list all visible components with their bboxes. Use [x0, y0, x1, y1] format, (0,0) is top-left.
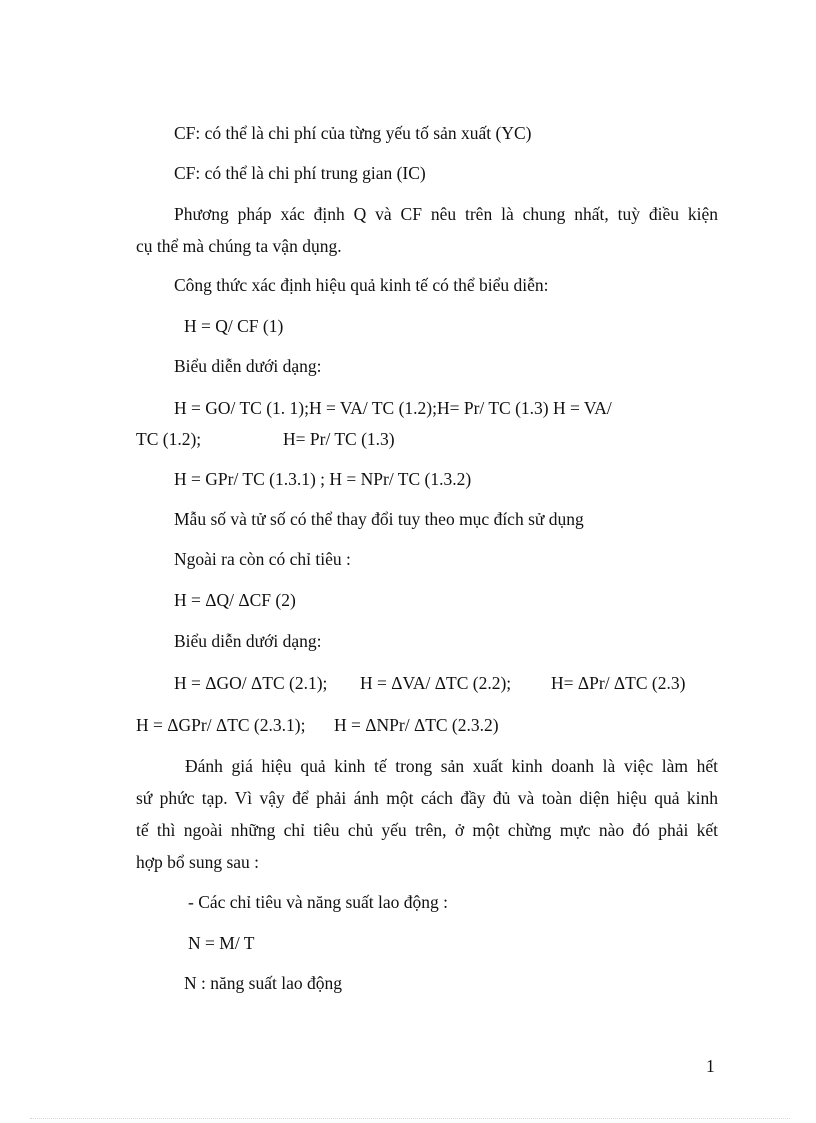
line-n-definition: N : năng suất lao động — [184, 973, 342, 993]
formula-1-variants-c: H= Pr/ TC (1.3) — [283, 429, 395, 449]
line-denominator: Mẫu số và tử số có thể thay đổi tuy theo mục đích sử dụng — [174, 509, 584, 529]
formula-2-2: H = ΔVA/ ΔTC (2.2); — [360, 673, 512, 693]
formula-1-3-variants: H = GPr/ TC (1.3.1) ; H = NPr/ TC (1.3.2) — [174, 469, 472, 489]
formula-2-3-1: H = ΔGPr/ ΔTC (2.3.1); — [136, 715, 306, 735]
formula-1: H = Q/ CF (1) — [184, 316, 284, 336]
formula-2-3: H= ΔPr/ ΔTC (2.3) — [551, 673, 686, 693]
line-method-1: Phương pháp xác định Q và CF nêu trên là chung nhất, tuỳ điều kiện — [174, 204, 718, 224]
line-method-2: cụ thể mà chúng ta vận dụng. — [136, 236, 342, 256]
para-evaluation-2: sứ phức tạp. Vì vậy để phải ánh một cách đầy đủ và toàn diện hiệu quả kinh — [136, 788, 718, 808]
formula-2-1: H = ΔGO/ ΔTC (2.1); — [174, 673, 328, 693]
line-labor-productivity: - Các chỉ tiêu và năng suất lao động : — [188, 892, 448, 912]
line-cf-yc: CF: có thể là chi phí của từng yếu tố sản xuất (YC) — [174, 123, 532, 143]
formula-1-variants-b: TC (1.2); — [136, 429, 202, 449]
formula-1-variants-a: H = GO/ TC (1. 1);H = VA/ TC (1.2);H= Pr/ TC (1.3) H = VA/ — [174, 398, 612, 418]
line-other-indicator: Ngoài ra còn có chỉ tiêu : — [174, 549, 351, 569]
line-formula-intro: Công thức xác định hiệu quả kinh tế có thể biểu diễn: — [174, 275, 549, 295]
formula-2: H = ΔQ/ ΔCF (2) — [174, 590, 296, 610]
para-evaluation-4: hợp bổ sung sau : — [136, 852, 260, 872]
line-cf-ic: CF: có thể là chi phí trung gian (IC) — [174, 163, 426, 183]
line-represent-1: Biểu diễn dưới dạng: — [174, 356, 322, 376]
line-represent-2: Biểu diễn dưới dạng: — [174, 631, 322, 651]
page-bottom-divider — [30, 1118, 790, 1119]
para-evaluation-1: Đánh giá hiệu quả kinh tế trong sản xuất kinh doanh là việc làm hết — [185, 756, 718, 776]
formula-n: N = M/ T — [188, 933, 255, 953]
page-number: 1 — [706, 1056, 715, 1076]
formula-2-3-2: H = ΔNPr/ ΔTC (2.3.2) — [334, 715, 499, 735]
para-evaluation-3: tế thì ngoài những chỉ tiêu chủ yếu trên, ở một chừng mực nào đó phải kết — [136, 820, 718, 840]
